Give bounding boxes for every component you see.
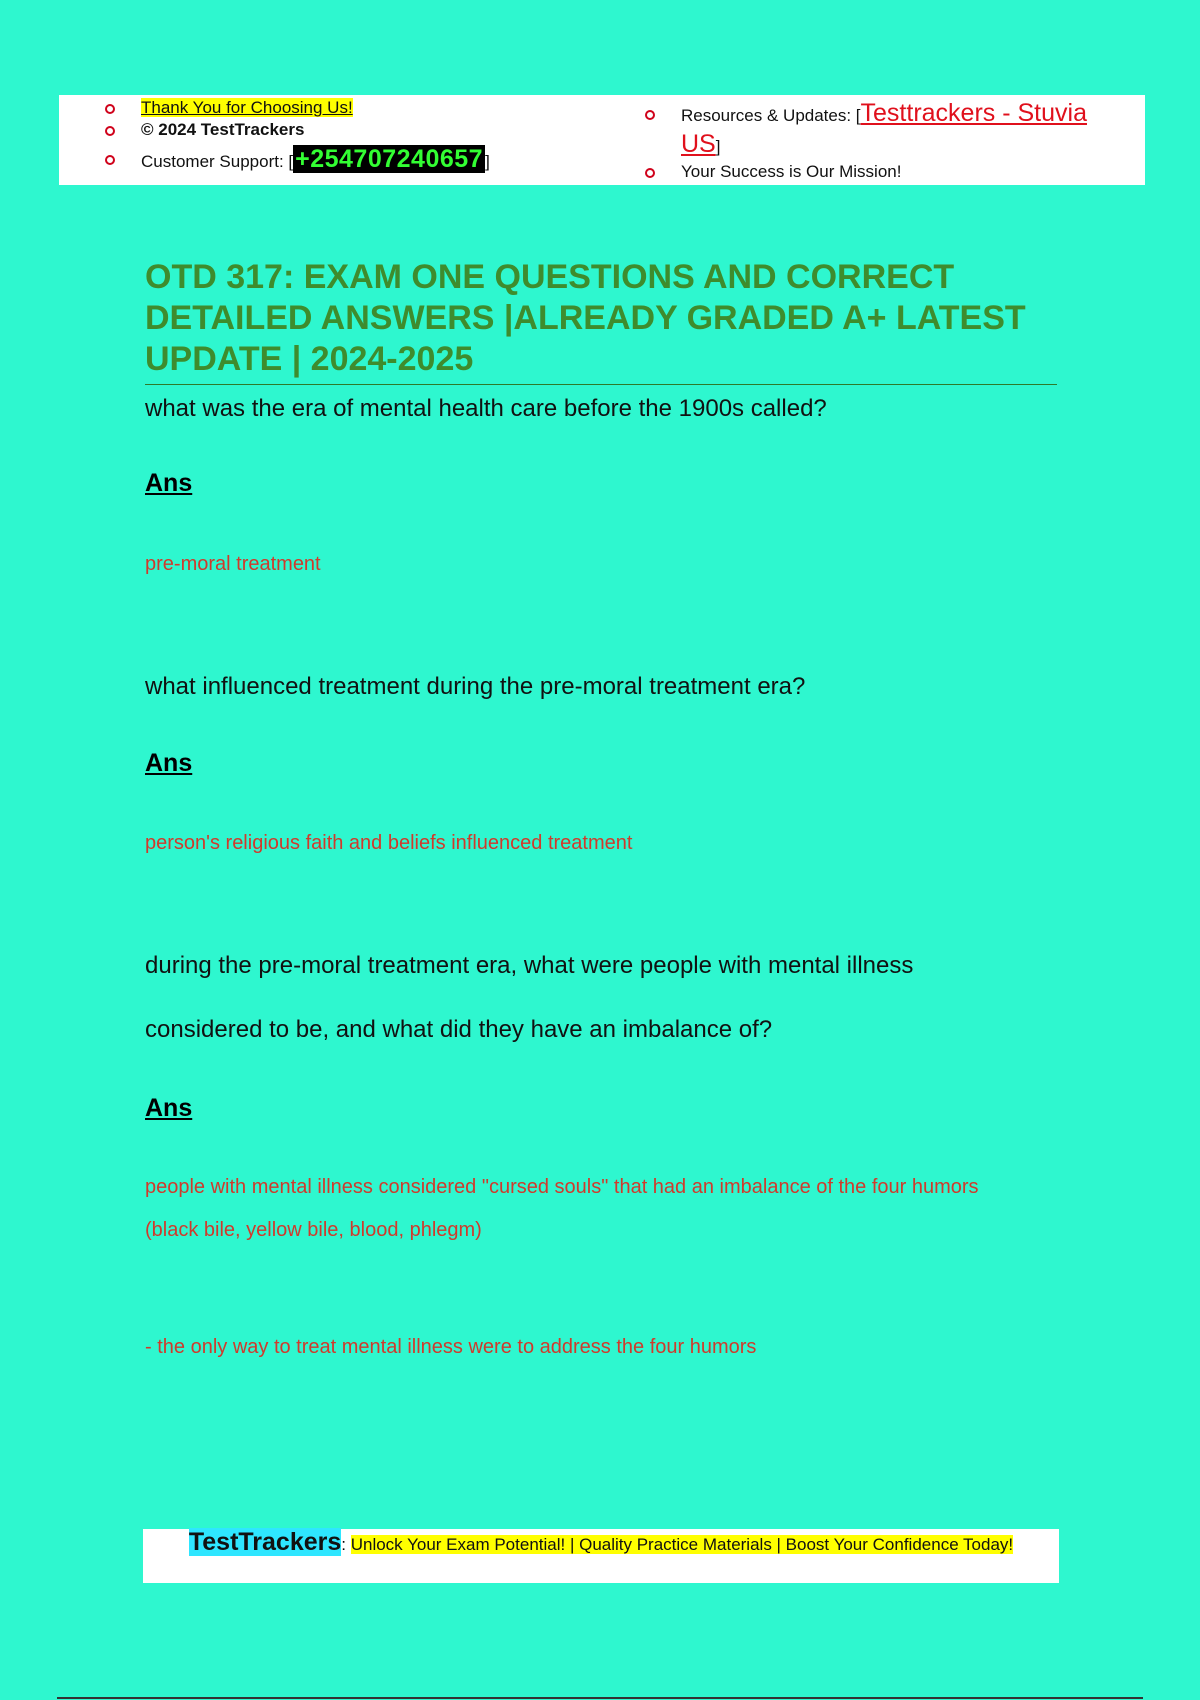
resources-bracket-close: ]	[715, 137, 721, 156]
footer-separator: :	[341, 1535, 351, 1554]
header-banner	[59, 95, 1145, 185]
bullet-icon	[105, 155, 115, 165]
resources-label: Resources & Updates: [	[681, 106, 861, 125]
answer-2: person's religious faith and beliefs influenced treatment	[145, 832, 633, 854]
bullet-icon	[645, 168, 655, 178]
support-label: Customer Support: [	[141, 152, 294, 171]
question-2: what influenced treatment during the pre-moral treatment era?	[145, 673, 806, 700]
copyright-text: © 2024 TestTrackers	[141, 120, 305, 139]
answer-3: people with mental illness considered "cursed souls" that had an imbalance of the four humors (black bile, yellow bile, blood, phlegm)	[145, 1176, 979, 1241]
header-right-list	[645, 95, 1125, 183]
resources-link[interactable]: Testtrackers - Stuvia US	[681, 99, 1087, 158]
thanks-text[interactable]: Thank You for Choosing Us!	[141, 98, 353, 117]
support-bracket-close: ]	[485, 152, 490, 171]
footer-tagline: Unlock Your Exam Potential! | Quality Practice Materials | Boost Your Confidence Today!	[350, 1535, 1014, 1554]
header-left-list	[105, 95, 575, 173]
header-item-support	[105, 145, 575, 173]
answer-label-3: Ans	[145, 1094, 193, 1122]
answer-3-note: - the only way to treat mental illness were to address the four humors	[145, 1336, 757, 1358]
bullet-icon	[105, 126, 115, 136]
document-title: OTD 317: EXAM ONE QUESTIONS AND CORRECT DETAILED ANSWERS |ALREADY GRADED A+ LATEST UPDATE | 2024-2025	[145, 257, 1057, 385]
answer-label-2: Ans	[145, 749, 193, 777]
header-item-resources	[645, 99, 1125, 161]
answer-label-1: Ans	[145, 469, 193, 497]
support-phone[interactable]: +254707240657	[295, 145, 484, 173]
footer-banner	[143, 1529, 1059, 1583]
footer-brand: TestTrackers	[188, 1528, 342, 1556]
header-item-mission	[645, 161, 1125, 183]
header-item-copyright	[105, 119, 575, 141]
bullet-icon	[105, 104, 115, 114]
question-1: what was the era of mental health care before the 1900s called?	[145, 395, 827, 422]
bullet-icon	[645, 110, 655, 120]
question-3: during the pre-moral treatment era, what were people with mental illness considered to be, and what did they have an imbalance of?	[145, 952, 914, 1043]
answer-1: pre-moral treatment	[145, 553, 321, 575]
bottom-divider	[57, 1697, 1143, 1699]
mission-text: Your Success is Our Mission!	[681, 162, 902, 181]
header-item-thanks	[105, 97, 575, 119]
